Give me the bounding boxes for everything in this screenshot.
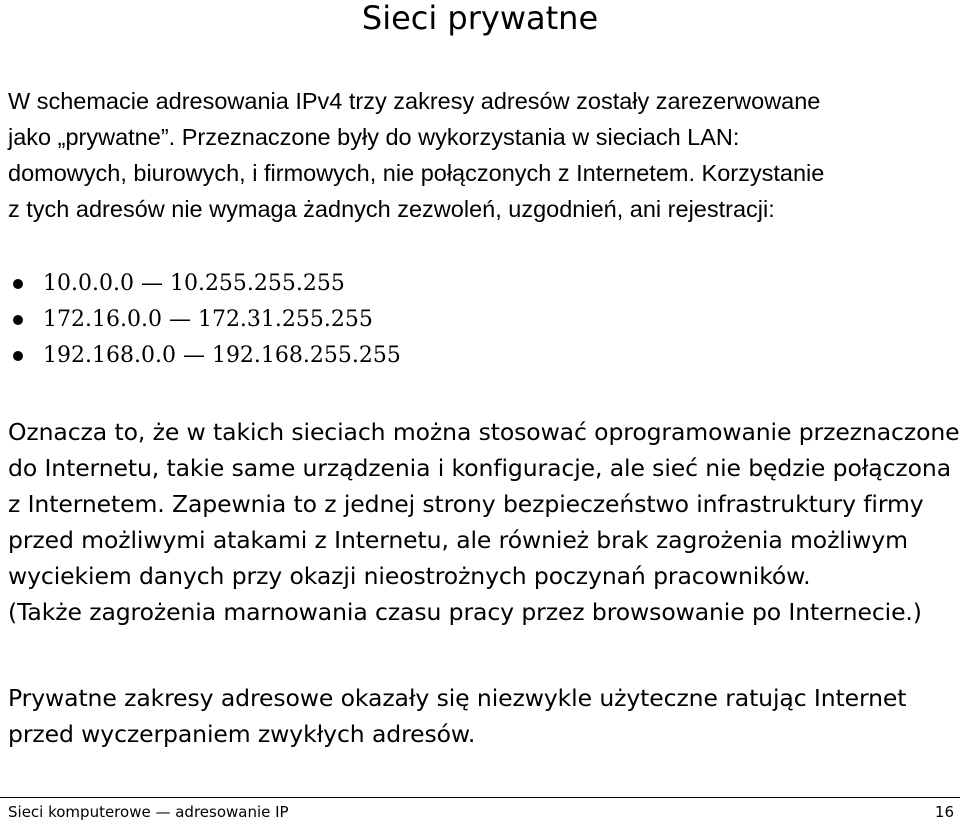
intro-line: z tych adresów nie wymaga żadnych zezwoleń, uzgodnień, ani rejestracji: (8, 196, 775, 222)
list-item (8, 302, 401, 338)
intro-line: domowych, biurowych, i firmowych, nie połączonych z Internetem. Korzystanie (8, 160, 825, 186)
conclusion-paragraph (8, 680, 956, 752)
ip-range: 172.16.0.0 — 172.31.255.255 (43, 307, 373, 332)
private-ranges-list (8, 266, 401, 374)
conclusion-line: przed wyczerpaniem zwykłych adresów. (8, 720, 476, 748)
intro-line: W schemacie adresowania IPv4 trzy zakresy adresów zostały zarezerwowane (8, 88, 821, 114)
footer-course-title: Sieci komputerowe — adresowanie IP (8, 803, 289, 821)
slide-title: Sieci prywatne (361, 0, 599, 37)
ip-range: 10.0.0.0 — 10.255.255.255 (43, 271, 345, 296)
list-item (8, 266, 401, 302)
bullet-icon (13, 315, 23, 325)
intro-line: jako „prywatne”. Przeznaczone były do wykorzystania w sieciach LAN: (8, 124, 740, 150)
consequence-line: przed możliwymi atakami z Internetu, ale również brak zagrożenia możliwym (8, 526, 908, 554)
conclusion-line: Prywatne zakresy adresowe okazały się niezwykle użyteczne ratując Internet (8, 684, 907, 712)
consequence-line: (Także zagrożenia marnowania czasu pracy przez browsowanie po Internecie.) (8, 598, 922, 626)
consequence-line: do Internetu, takie same urządzenia i konfiguracje, ale sieć nie będzie połączona (8, 454, 952, 482)
list-item (8, 338, 401, 374)
bullet-icon (13, 279, 23, 289)
consequence-paragraph (8, 414, 960, 630)
consequence-line: wyciekiem danych przy okazji nieostrożnych poczynań pracowników. (8, 562, 811, 590)
consequence-line: Oznacza to, że w takich sieciach można stosować oprogramowanie przeznaczone (8, 418, 960, 446)
page-number: 16 (934, 803, 954, 821)
footer-divider (0, 797, 960, 798)
consequence-line: z Internetem. Zapewnia to z jednej strony bezpieczeństwo infrastruktury firmy (8, 490, 924, 518)
ip-range: 192.168.0.0 — 192.168.255.255 (43, 343, 401, 368)
intro-paragraph (8, 83, 956, 227)
bullet-icon (13, 351, 23, 361)
